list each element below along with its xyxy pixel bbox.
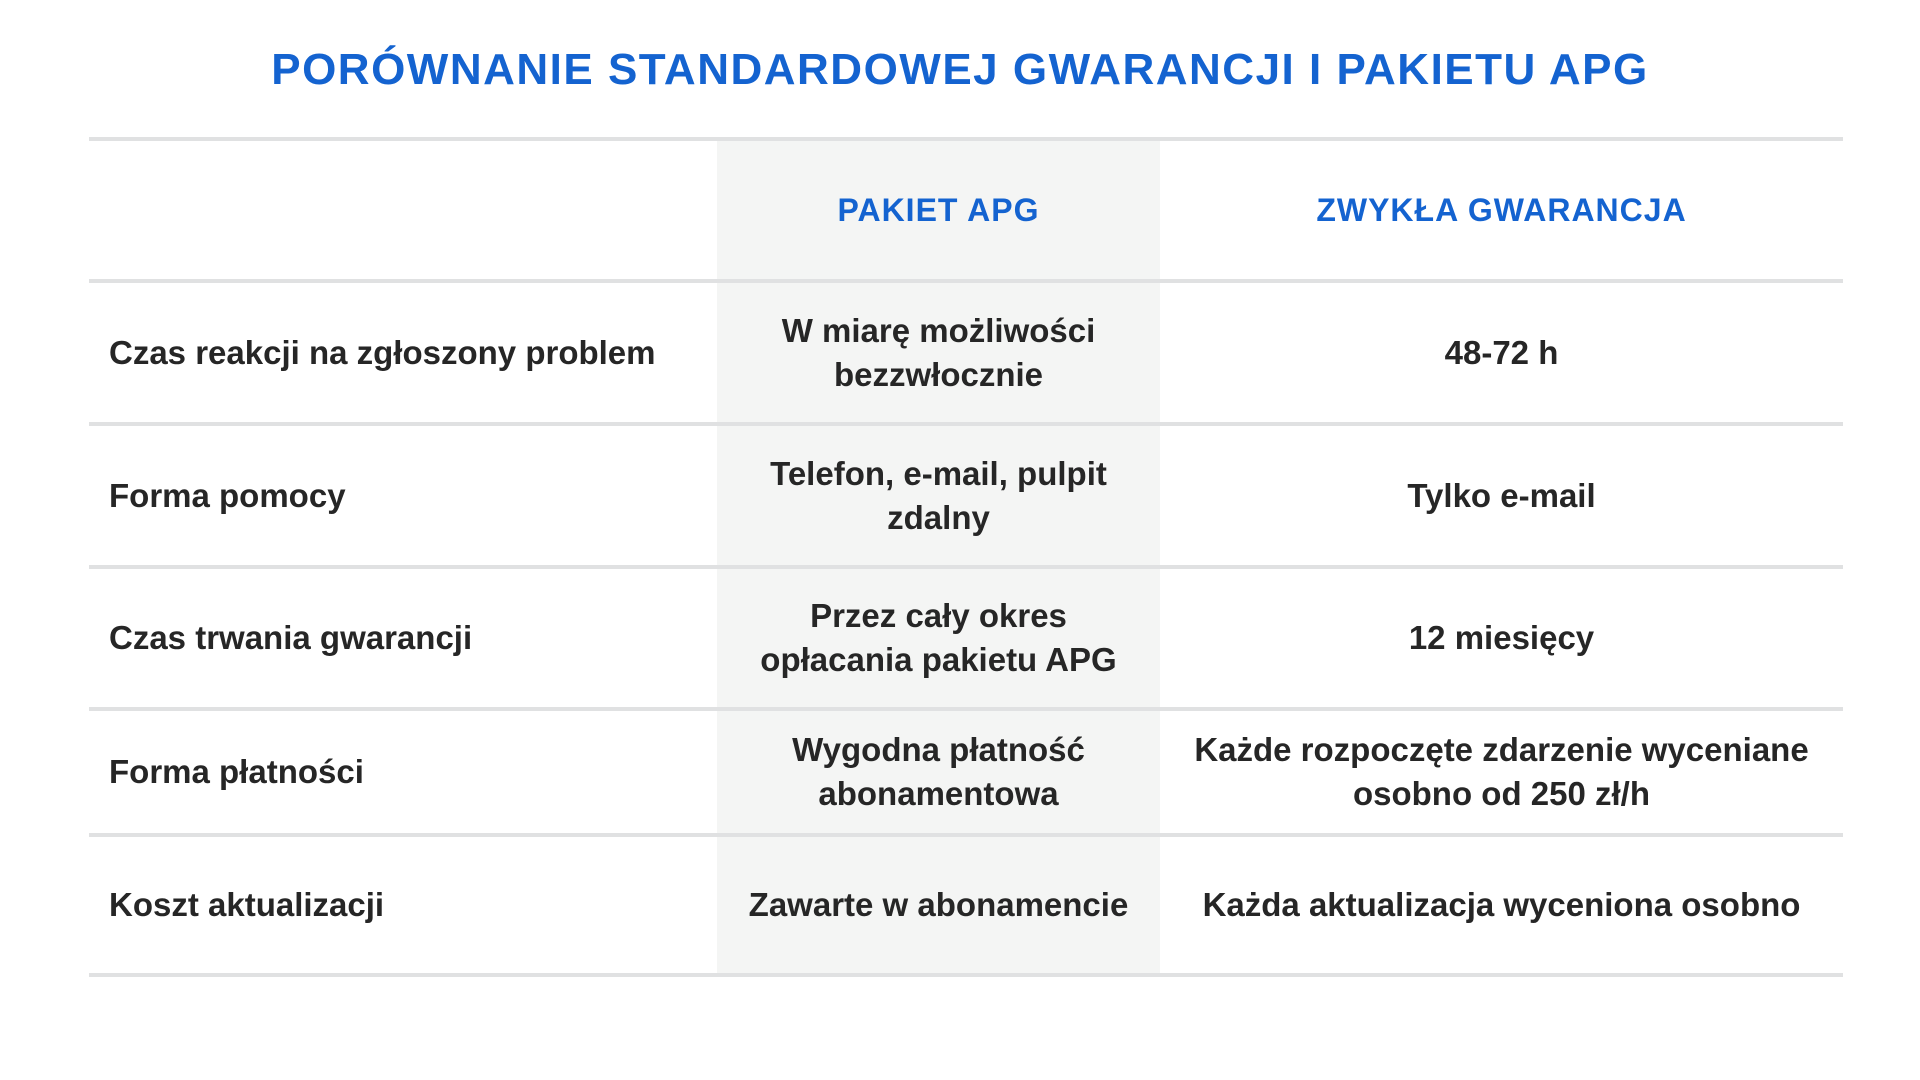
table-row [89,279,1843,422]
apg-value: Wygodna płatność abonamentowa [792,731,1085,812]
apg-value: Zawarte w abonamencie [748,886,1129,923]
standard-value: 12 miesięcy [1408,619,1595,656]
standard-value: Każde rozpoczęte zdarzenie wyceniane osobno od 250 zł/h [1194,731,1809,812]
page-title: PORÓWNANIE STANDARDOWEJ GWARANCJI I PAKIETU APG [271,45,1649,94]
table-row [89,707,1843,833]
comparison-table [89,137,1843,977]
row-label: Czas trwania gwarancji [109,619,473,656]
header-standard-warranty: ZWYKŁA GWARANCJA [1316,192,1687,228]
row-label: Koszt aktualizacji [109,886,385,923]
header-apg: PAKIET APG [837,192,1040,228]
table-row [89,422,1843,565]
table-row [89,565,1843,707]
standard-value: Tylko e-mail [1407,476,1596,514]
standard-value: 48-72 h [1444,333,1559,371]
row-label: Czas reakcji na zgłoszony problem [109,333,656,371]
apg-value: Przez cały okres opłacania pakietu APG [760,597,1117,678]
table-header-row [89,137,1843,279]
row-label: Forma pomocy [109,476,346,514]
standard-value: Każda aktualizacja wyceniona osobno [1202,886,1801,923]
apg-value: Telefon, e-mail, pulpit zdalny [770,454,1107,536]
row-label: Forma płatności [109,753,364,790]
table-row [89,833,1843,977]
apg-value: W miarę możliwości bezzwłocznie [781,311,1096,393]
